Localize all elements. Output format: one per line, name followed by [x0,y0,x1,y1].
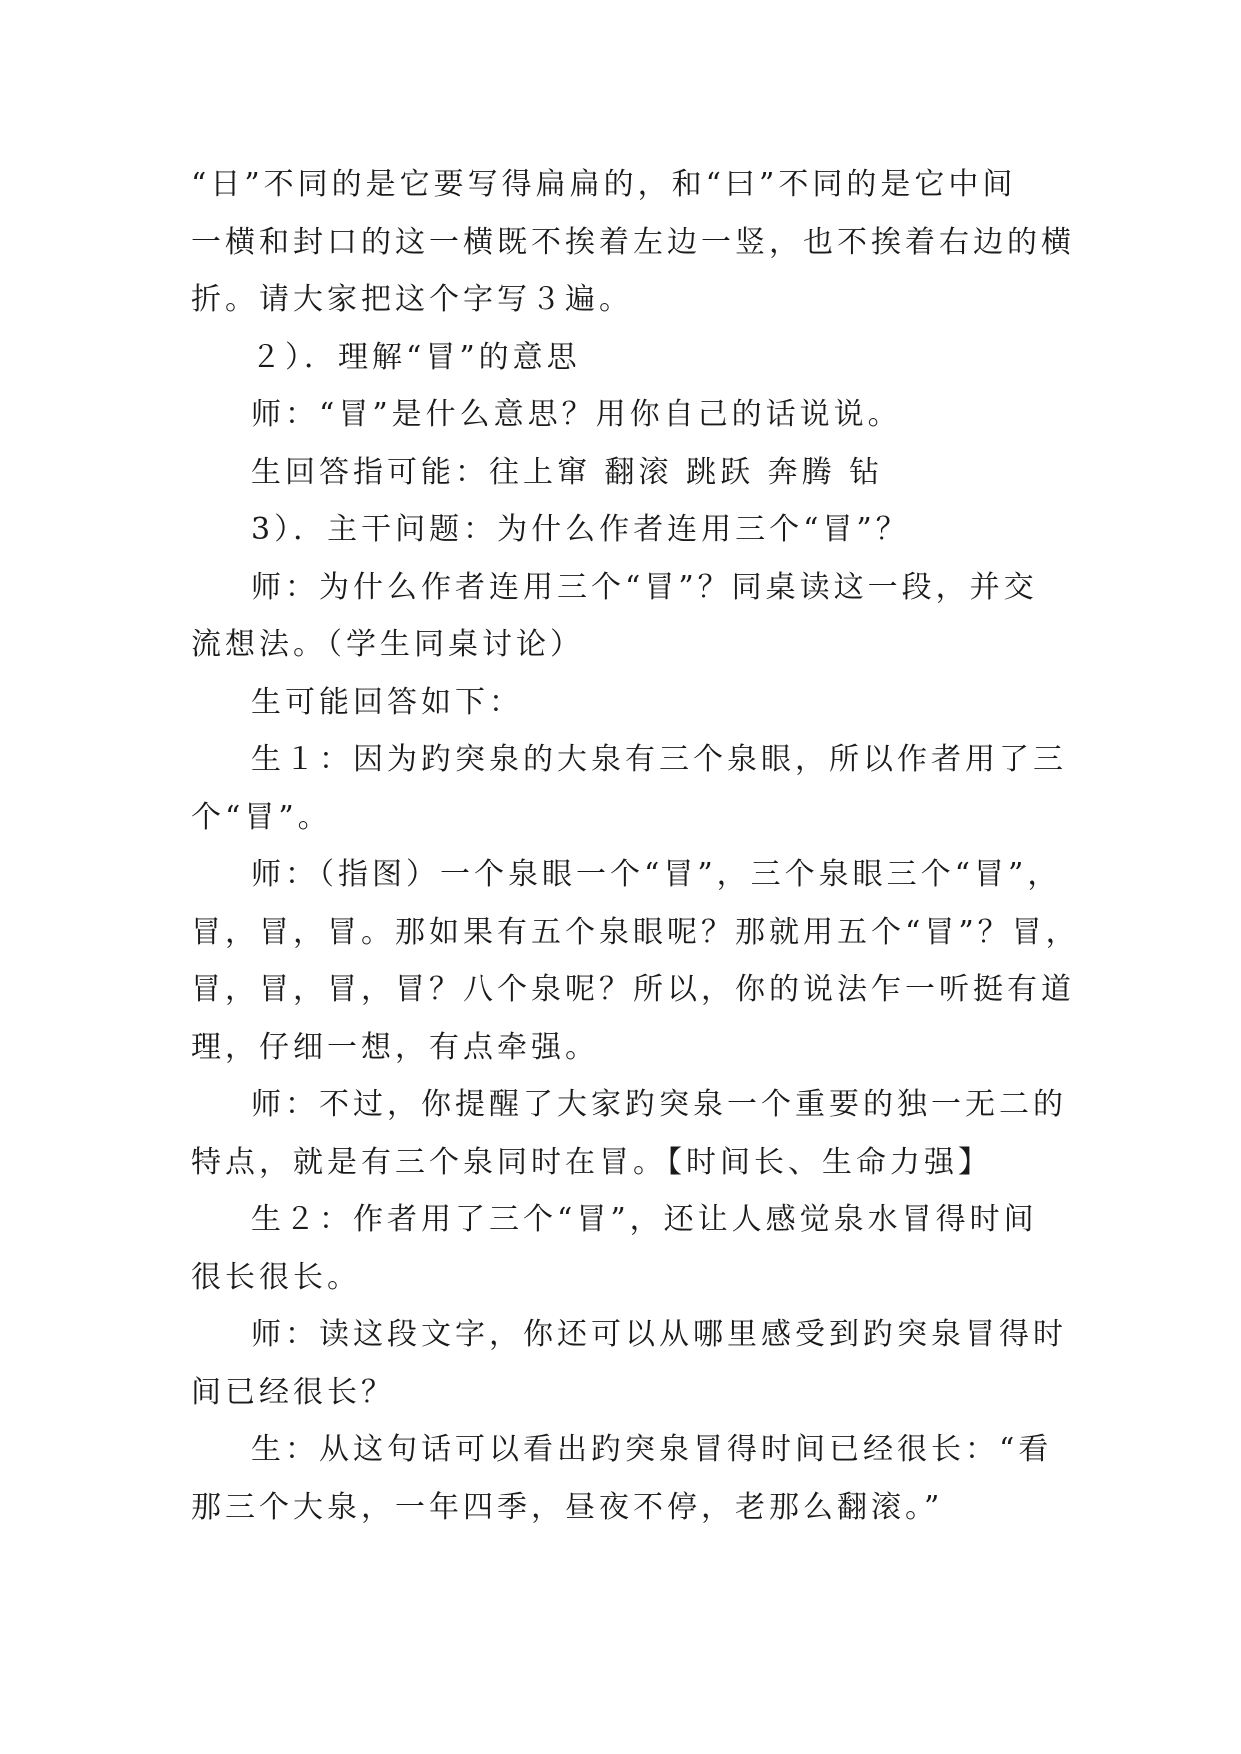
text-line-22: 间已经很长？ [191,1374,395,1410]
text-line-3: 折。请大家把这个字写３遍。 [191,282,633,317]
text-line-2: 一横和封口的这一横既不挨着左边一竖，也不挨着右边的横 [191,224,1075,260]
text-line-21: 师：读这段文字，你还可以从哪里感受到趵突泉冒得时 [251,1317,1067,1352]
text-line-12: 个“冒”。 [191,799,332,835]
text-line-16: 理，仔细一想，有点牵强。 [191,1029,599,1065]
text-line-1: “日”不同的是它要写得扁扁的，和“曰”不同的是它中间 [191,167,1017,202]
section-heading-3: 3）．主干问题：为什么作者连用三个“冒”？ [251,512,910,547]
text-line-20: 很长很长。 [191,1259,361,1295]
text-line-13: 师：（指图）一个泉眼一个“冒”，三个泉眼三个“冒”， [251,857,1062,892]
document-body [191,156,1080,1536]
text-line-23: 生：从这句话可以看出趵突泉冒得时间已经很长：“看 [251,1432,1053,1467]
text-line-19: 生２：作者用了三个“冒”，还让人感觉泉水冒得时间 [251,1202,1038,1237]
text-line-10: 生可能回答如下： [251,684,523,720]
text-line-24: 那三个大泉，一年四季，昼夜不停，老那么翻滚。” [191,1489,944,1525]
text-line-17: 师：不过，你提醒了大家趵突泉一个重要的独一无二的 [251,1087,1067,1122]
text-line-15: 冒，冒，冒，冒？八个泉呢？所以，你的说法乍一听挺有道 [191,972,1075,1007]
section-heading-2: ２）．理解“冒”的意思 [251,339,581,375]
text-line-18: 特点，就是有三个泉同时在冒。【时间长、生命力强】 [191,1144,992,1180]
text-line-6: 生回答指可能：往上窜 翻滚 跳跃 奔腾 钻 [251,454,884,490]
text-line-11: 生１：因为趵突泉的大泉有三个泉眼，所以作者用了三 [251,742,1067,777]
text-line-14: 冒，冒，冒。那如果有五个泉眼呢？那就用五个“冒”？冒， [191,914,1080,950]
text-line-5: 师：“冒”是什么意思？用你自己的话说说。 [251,397,902,432]
text-line-8: 师：为什么作者连用三个“冒”？同桌读这一段，并交 [251,569,1038,605]
text-line-9: 流想法。（学生同桌讨论） [191,627,584,662]
